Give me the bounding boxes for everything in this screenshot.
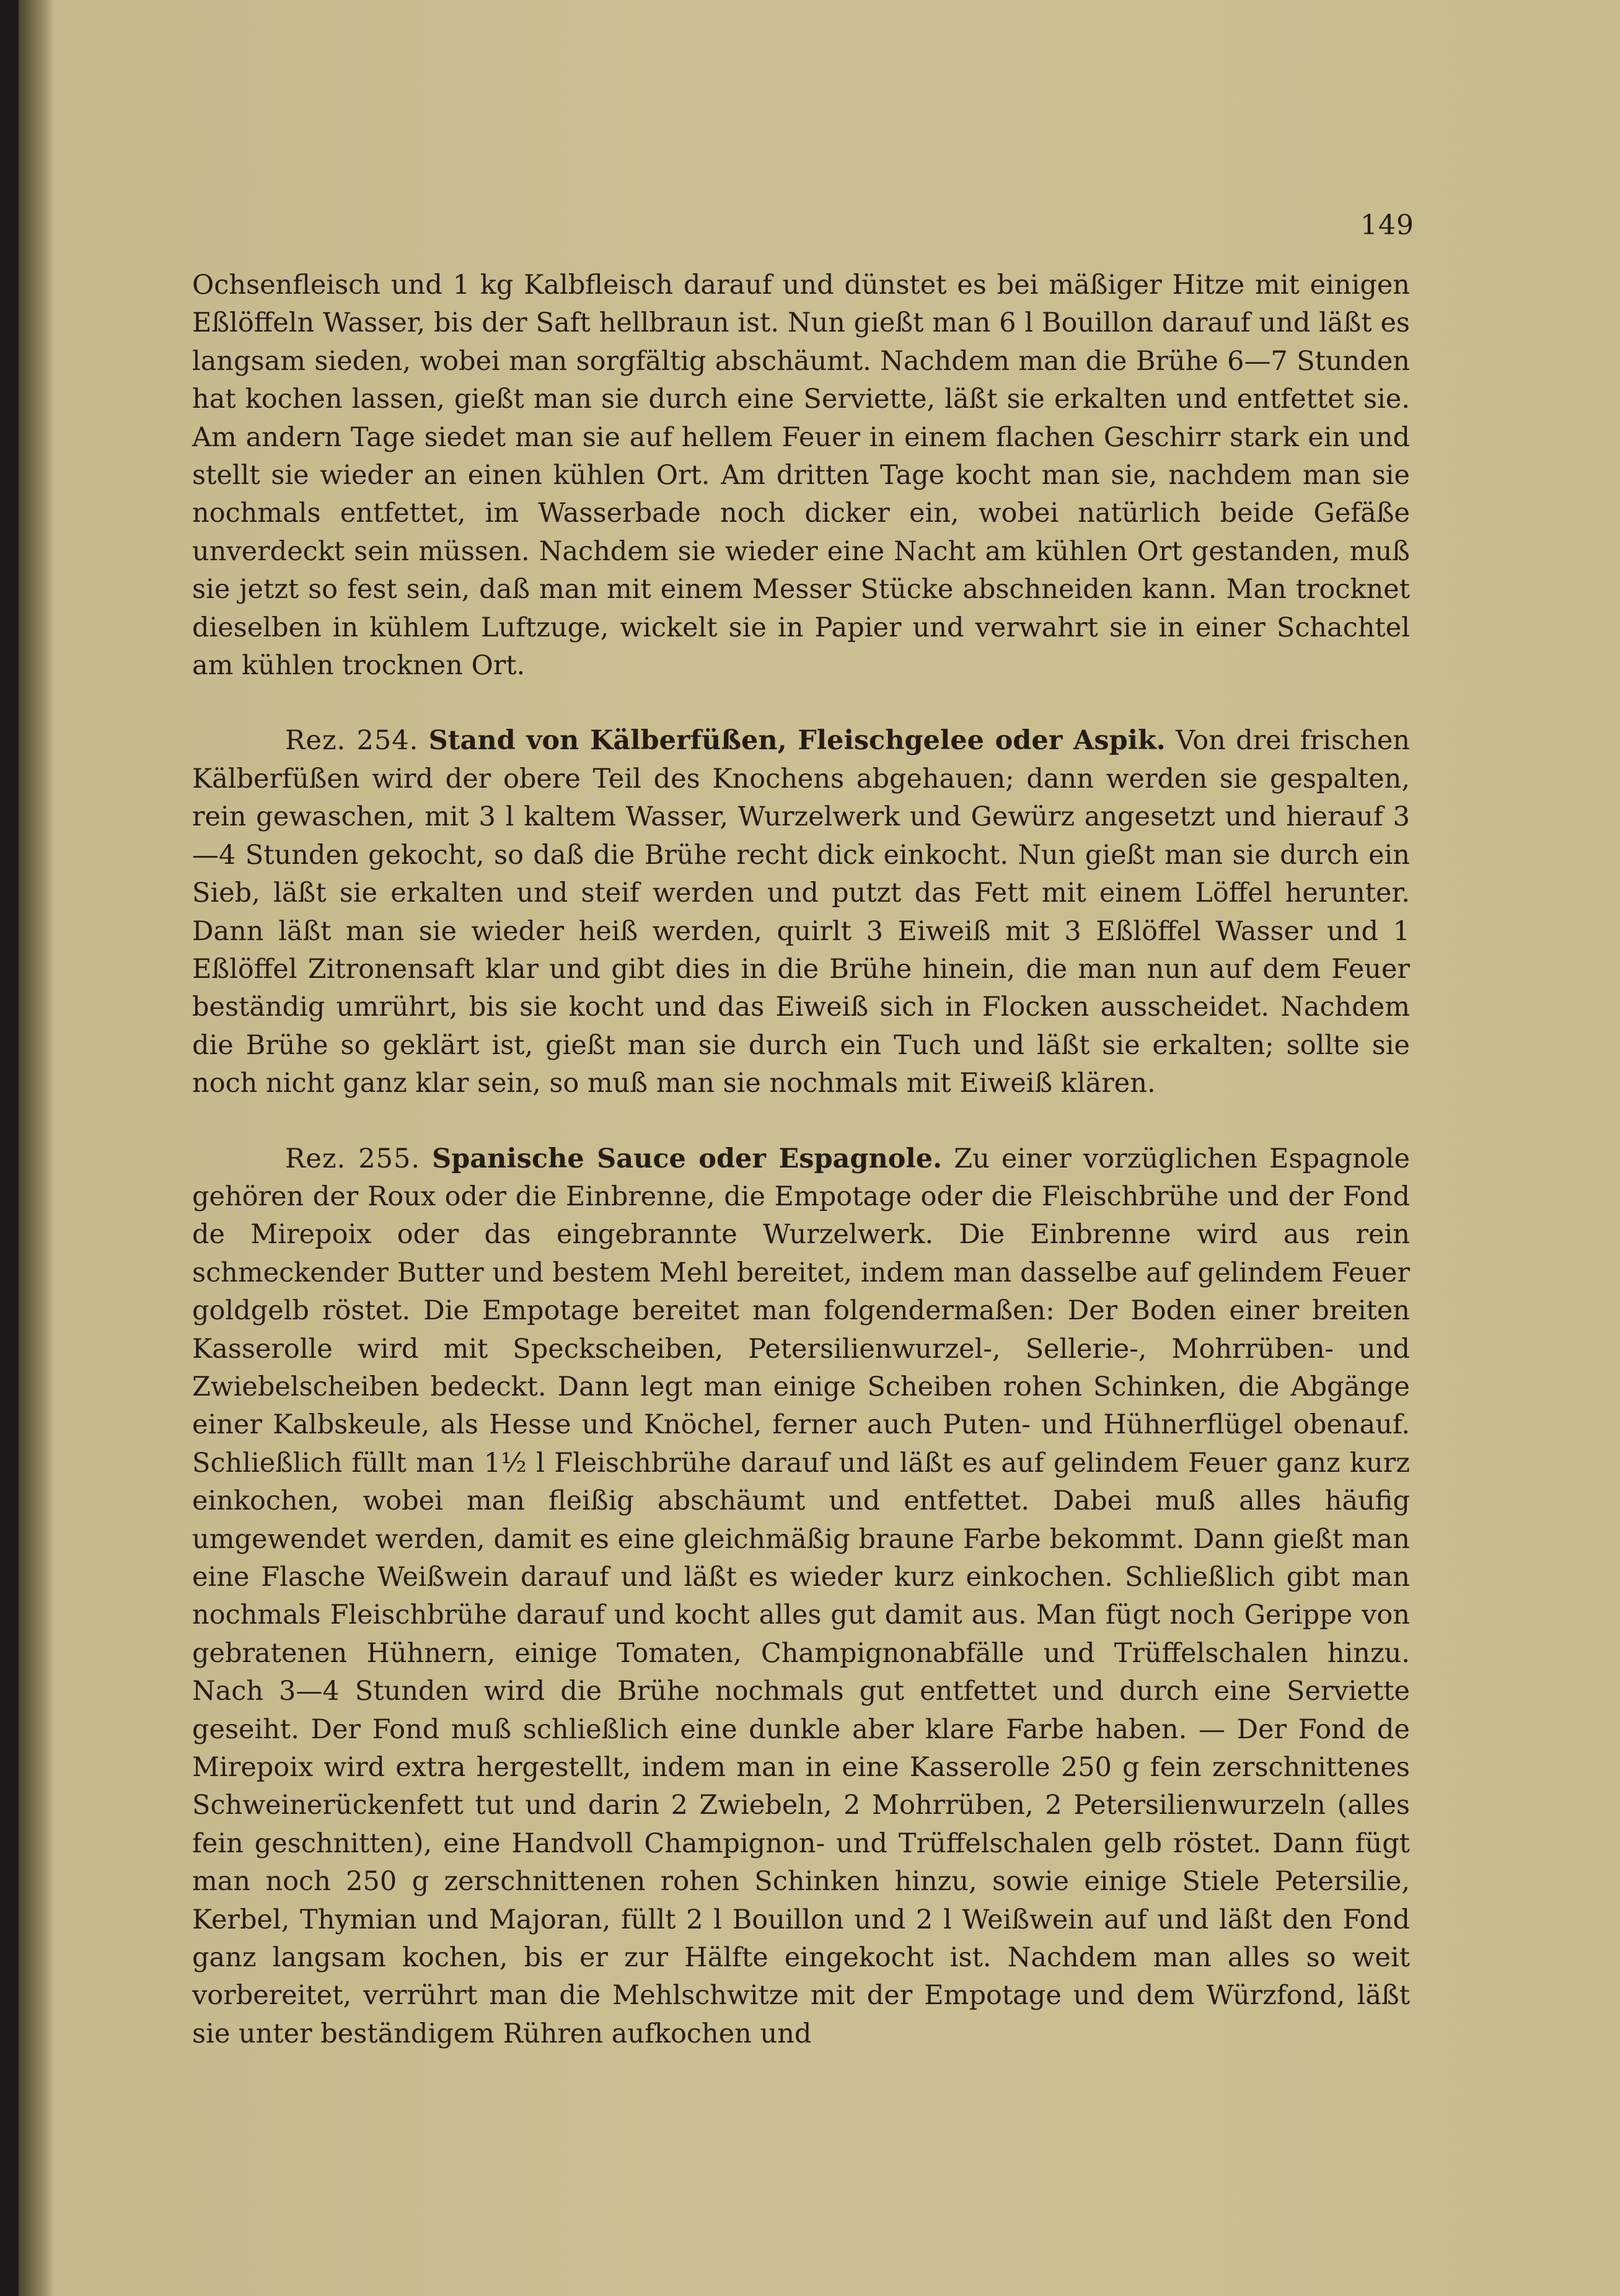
recipe-text: Von drei frischen Kälberfüßen wird der obere Teil des Knochens abgehauen; dann werden sie gespalten, rein gewaschen, mit 3 l kaltem Wasser, Wurzelwerk und Gewürz angesetzt und hierauf 3—4 Stunden gekocht, so daß die Brühe recht dick einkocht. Nun gießt man sie durch ein Sieb, läßt sie erkalten und steif werden und putzt das Fett mit einem Löffel herunter. Dann läßt man sie wieder heiß werden, quirlt 3 Eiweiß mit 3 Eßlöffel Wasser und 1 Eßlöffel Zitronensaft klar und gibt dies in die Brühe hinein, die man nun auf dem Feuer beständig umrührt, bis sie kocht und das Eiweiß sich in Flocken ausscheidet. Nachdem die Brühe so geklärt ist, gießt man sie durch ein Tuch und läßt sie erkalten; sollte sie noch nicht ganz klar sein, so muß man sie nochmals mit Eiweiß klären. xyxy=(192,725,1411,1099)
recipe-254 xyxy=(192,722,1410,1102)
recipe-255 xyxy=(192,1140,1410,2054)
recipe-number: Rez. 255. xyxy=(285,1143,421,1174)
recipe-text: Zu einer vorzüglichen Espagnole gehören der Roux oder die Einbrenne, die Empotage oder die Fleischbrühe und der Fond de Mirepoix oder das eingebrannte Wurzelwerk. Die Einbrenne wird aus rein schmeckender Butter und bestem Mehl bereitet, indem man dasselbe auf gelindem Feuer goldgelb röstet. Die Empotage bereitet man folgendermaßen: Der Boden einer breiten Kasserolle wird mit Speckscheiben, Petersilienwurzel-, Sellerie-, Mohrrüben- und Zwiebelscheiben bedeckt. Dann legt man einige Scheiben rohen Schinken, die Abgänge einer Kalbskeule, als Hesse und Knöchel, ferner auch Puten- und Hühnerflügel obenauf. Schließlich füllt man 1½ l Fleischbrühe darauf und läßt es auf gelindem Feuer ganz kurz einkochen, wobei man fleißig abschäumt und entfettet. Dabei muß alles häufig umgewendet werden, damit es eine gleichmäßig braune Farbe bekommt. Dann gießt man eine Flasche Weißwein darauf und läßt es wieder kurz einkochen. Schließlich gibt man nochmals Fleischbrühe darauf und kocht alles gut damit aus. Man fügt noch Gerippe von gebratenen Hühnern, einige Tomaten, Champignonabfälle und Trüffelschalen hinzu. Nach 3—4 Stunden wird die Brühe nochmals gut entfettet und durch eine Serviette geseiht. Der Fond muß schließlich eine dunkle aber klare Farbe haben. — Der Fond de Mirepoix wird extra hergestellt, indem man in eine Kasserolle 250 g fein zerschnittenes Schweinerückenfett tut und darin 2 Zwiebeln, 2 Mohrrüben, 2 Petersilienwurzeln (alles fein geschnitten), eine Handvoll Champignon- und Trüffelschalen gelb röstet. Dann fügt man noch 250 g zerschnittenen rohen Schinken hinzu, sowie einige Stiele Petersilie, Kerbel, Thymian und Majoran, füllt 2 l Bouillon und 2 l Weißwein auf und läßt den Fond ganz langsam kochen, bis er zur Hälfte eingekocht ist. Nachdem man alles so weit vorbereitet, verrührt man die Mehlschwitze mit der Empotage und dem Würzfond, läßt sie unter beständigem Rühren aufkochen und xyxy=(192,1143,1410,2049)
recipe-title: Stand von Kälberfüßen, Fleischgelee oder Aspik. xyxy=(428,725,1166,757)
book-spine xyxy=(19,0,53,2296)
body-text xyxy=(192,266,1410,2053)
page-number: 149 xyxy=(1360,209,1414,241)
recipe-number: Rez. 254. xyxy=(285,725,419,757)
recipe-title: Spanische Sauce oder Espagnole. xyxy=(432,1143,943,1174)
intro-paragraph: Ochsenfleisch und 1 kg Kalbfleisch darauf und dünstet es bei mäßiger Hitze mit einigen Eßlöffeln Wasser, bis der Saft hellbraun ist. Nun gießt man 6 l Bouillon darauf und läßt es langsam sieden, wobei man sorgfältig abschäumt. Nachdem man die Brühe 6—7 Stunden hat kochen lassen, gießt man sie durch eine Serviette, läßt sie erkalten und entfettet sie. Am andern Tage siedet man sie auf hellem Feuer in einem flachen Geschirr stark ein und stellt sie wieder an einen kühlen Ort. Am dritten Tage kocht man sie, nachdem man sie nochmals entfettet, im Wasserbade noch dicker ein, wobei natürlich beide Gefäße unverdeckt sein müssen. Nachdem sie wieder eine Nacht am kühlen Ort gestanden, muß sie jetzt so fest sein, daß man mit einem Messer Stücke abschneiden kann. Man trocknet dieselben in kühlem Luftzuge, wickelt sie in Papier und verwahrt sie in einer Schachtel am kühlen trocknen Ort. xyxy=(192,270,1410,682)
book-page xyxy=(19,0,1620,2296)
